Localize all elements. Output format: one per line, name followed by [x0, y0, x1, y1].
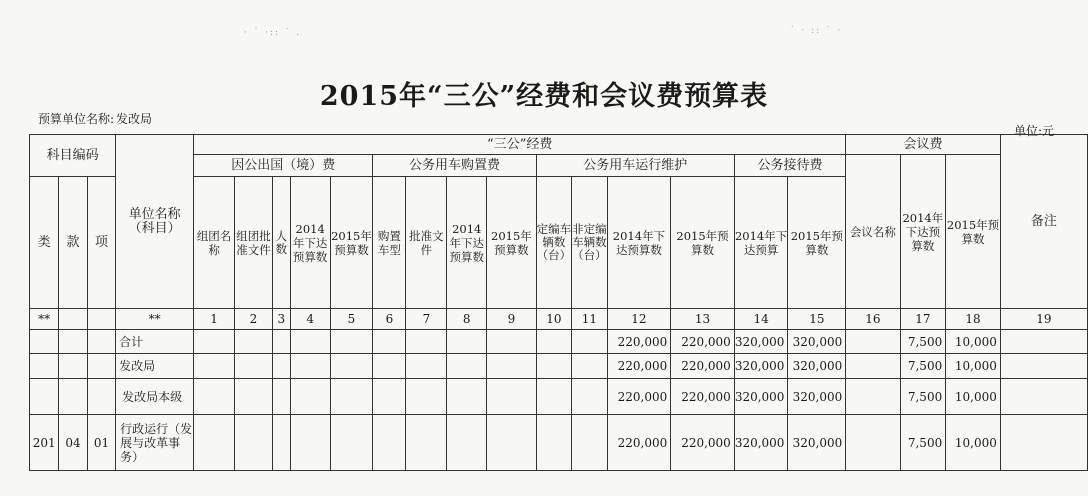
lei-cell	[30, 354, 59, 379]
header-abroad-group: 组团名称	[194, 177, 235, 309]
index-cell: 18	[946, 309, 1001, 330]
rec-2015-cell: 320,000	[788, 379, 846, 415]
header-abroad-2014: 2014年下达预算数	[290, 177, 330, 309]
op-2015-cell: 220,000	[671, 330, 735, 354]
index-cell: 17	[900, 309, 946, 330]
index-row	[30, 309, 1088, 330]
index-cell: 1	[194, 309, 235, 330]
index-cell: 19	[1000, 309, 1087, 330]
table-row	[30, 379, 1088, 415]
index-cell: 13	[671, 309, 735, 330]
index-cell: 11	[572, 309, 608, 330]
header-meet-2015: 2015年预算数	[946, 155, 1001, 309]
xiang-cell: 01	[87, 415, 115, 471]
index-cell: 12	[607, 309, 671, 330]
table-row	[30, 415, 1088, 471]
header-rec-2014: 2014年下达预算	[734, 177, 788, 309]
header-rec-2015: 2015年预算数	[788, 177, 846, 309]
op-2014-cell: 220,000	[607, 379, 671, 415]
rec-2014-cell: 320,000	[734, 330, 788, 354]
header-purchase-doc: 批准文件	[406, 177, 447, 309]
index-cell: 9	[487, 309, 536, 330]
header-purchase-2014: 2014年下达预算数	[447, 177, 487, 309]
index-cell: 8	[447, 309, 487, 330]
meet-2015-cell: 10,000	[946, 330, 1001, 354]
page-title: 2015年“三公”经费和会议费预算表	[319, 81, 769, 112]
rec-2014-cell: 320,000	[734, 379, 788, 415]
rec-2014-cell: 320,000	[734, 354, 788, 379]
budget-table	[29, 134, 1088, 471]
meet-2015-cell: 10,000	[946, 415, 1001, 471]
rec-2015-cell: 320,000	[788, 354, 846, 379]
xiang-cell	[87, 379, 115, 415]
currency-unit: 单位:元	[1014, 124, 1055, 138]
row-name: 合计	[116, 330, 194, 354]
header-car-operation: 公务用车运行维护	[536, 155, 734, 177]
index-cell: 3	[272, 309, 290, 330]
header-meet-name: 会议名称	[846, 155, 900, 309]
header-abroad-2015: 2015年预算数	[330, 177, 373, 309]
op-2014-cell: 220,000	[607, 415, 671, 471]
index-cell: 4	[290, 309, 330, 330]
index-cell	[59, 309, 87, 330]
op-2015-cell: 220,000	[671, 354, 735, 379]
index-cell: 16	[846, 309, 900, 330]
kuan-cell: 04	[59, 415, 87, 471]
budget-unit-value: 发改局	[116, 112, 153, 126]
op-2014-cell: 220,000	[607, 354, 671, 379]
header-abroad-doc: 组团批准文件	[234, 177, 272, 309]
lei-cell	[30, 379, 59, 415]
xiang-cell	[87, 354, 115, 379]
index-cell: 15	[788, 309, 846, 330]
header-lei: 类	[30, 177, 59, 309]
index-cell: 10	[536, 309, 572, 330]
header-op-2015: 2015年预算数	[671, 177, 735, 309]
index-cell: **	[30, 309, 59, 330]
rec-2015-cell: 320,000	[788, 330, 846, 354]
header-op-2014: 2014年下达预算数	[607, 177, 671, 309]
row-name: 行政运行（发展与改革事务）	[116, 415, 194, 471]
table-row	[30, 330, 1088, 354]
header-op-nonfixed: 非定编车辆数（台）	[572, 177, 608, 309]
header-abroad-people: 人数	[272, 177, 290, 309]
kuan-cell	[59, 379, 87, 415]
budget-unit-label: 预算单位名称:	[38, 112, 115, 126]
header-op-fixed: 定编车辆数（台）	[536, 177, 572, 309]
row-name: 发改局本级	[116, 379, 194, 415]
scan-smudge: · ˙ ·:: ˙ .	[244, 28, 302, 38]
index-cell: 14	[734, 309, 788, 330]
rec-2015-cell: 320,000	[788, 415, 846, 471]
meet-2015-cell: 10,000	[946, 379, 1001, 415]
header-purchase-2015: 2015年预算数	[487, 177, 536, 309]
header-reception: 公务接待费	[734, 155, 845, 177]
op-2015-cell: 220,000	[671, 415, 735, 471]
xiang-cell	[87, 330, 115, 354]
meet-2015-cell: 10,000	[946, 354, 1001, 379]
header-car-purchase: 公务用车购置费	[373, 155, 536, 177]
op-2014-cell: 220,000	[607, 330, 671, 354]
header-xiang: 项	[87, 177, 115, 309]
row-name: 发改局	[116, 354, 194, 379]
header-unit-name: 单位名称（科目）	[116, 135, 194, 309]
rec-2014-cell: 320,000	[734, 415, 788, 471]
header-kuan: 款	[59, 177, 87, 309]
op-2015-cell: 220,000	[671, 379, 735, 415]
index-cell: 7	[406, 309, 447, 330]
index-cell: 2	[234, 309, 272, 330]
header-meeting: 会议费	[846, 135, 1001, 155]
index-cell: 6	[373, 309, 406, 330]
header-meet-2014: 2014年下达预算数	[900, 155, 946, 309]
kuan-cell	[59, 330, 87, 354]
meet-2014-cell: 7,500	[900, 330, 946, 354]
index-cell: **	[116, 309, 194, 330]
index-cell: 5	[330, 309, 373, 330]
header-purchase-type: 购置车型	[373, 177, 406, 309]
budget-unit-line	[36, 110, 152, 127]
lei-cell	[30, 330, 59, 354]
index-cell	[87, 309, 115, 330]
meet-2014-cell: 7,500	[900, 379, 946, 415]
header-subject-code: 科目编码	[30, 135, 116, 177]
table-row	[30, 354, 1088, 379]
scan-smudge: ˙ · :: ˙ ·	[790, 26, 843, 36]
meet-2014-cell: 7,500	[900, 415, 946, 471]
meet-2014-cell: 7,500	[900, 354, 946, 379]
kuan-cell	[59, 354, 87, 379]
header-remark: 备注	[1000, 135, 1087, 309]
header-abroad: 因公出国（境）费	[194, 155, 373, 177]
header-sangong: “三公”经费	[194, 135, 846, 155]
lei-cell: 201	[30, 415, 59, 471]
